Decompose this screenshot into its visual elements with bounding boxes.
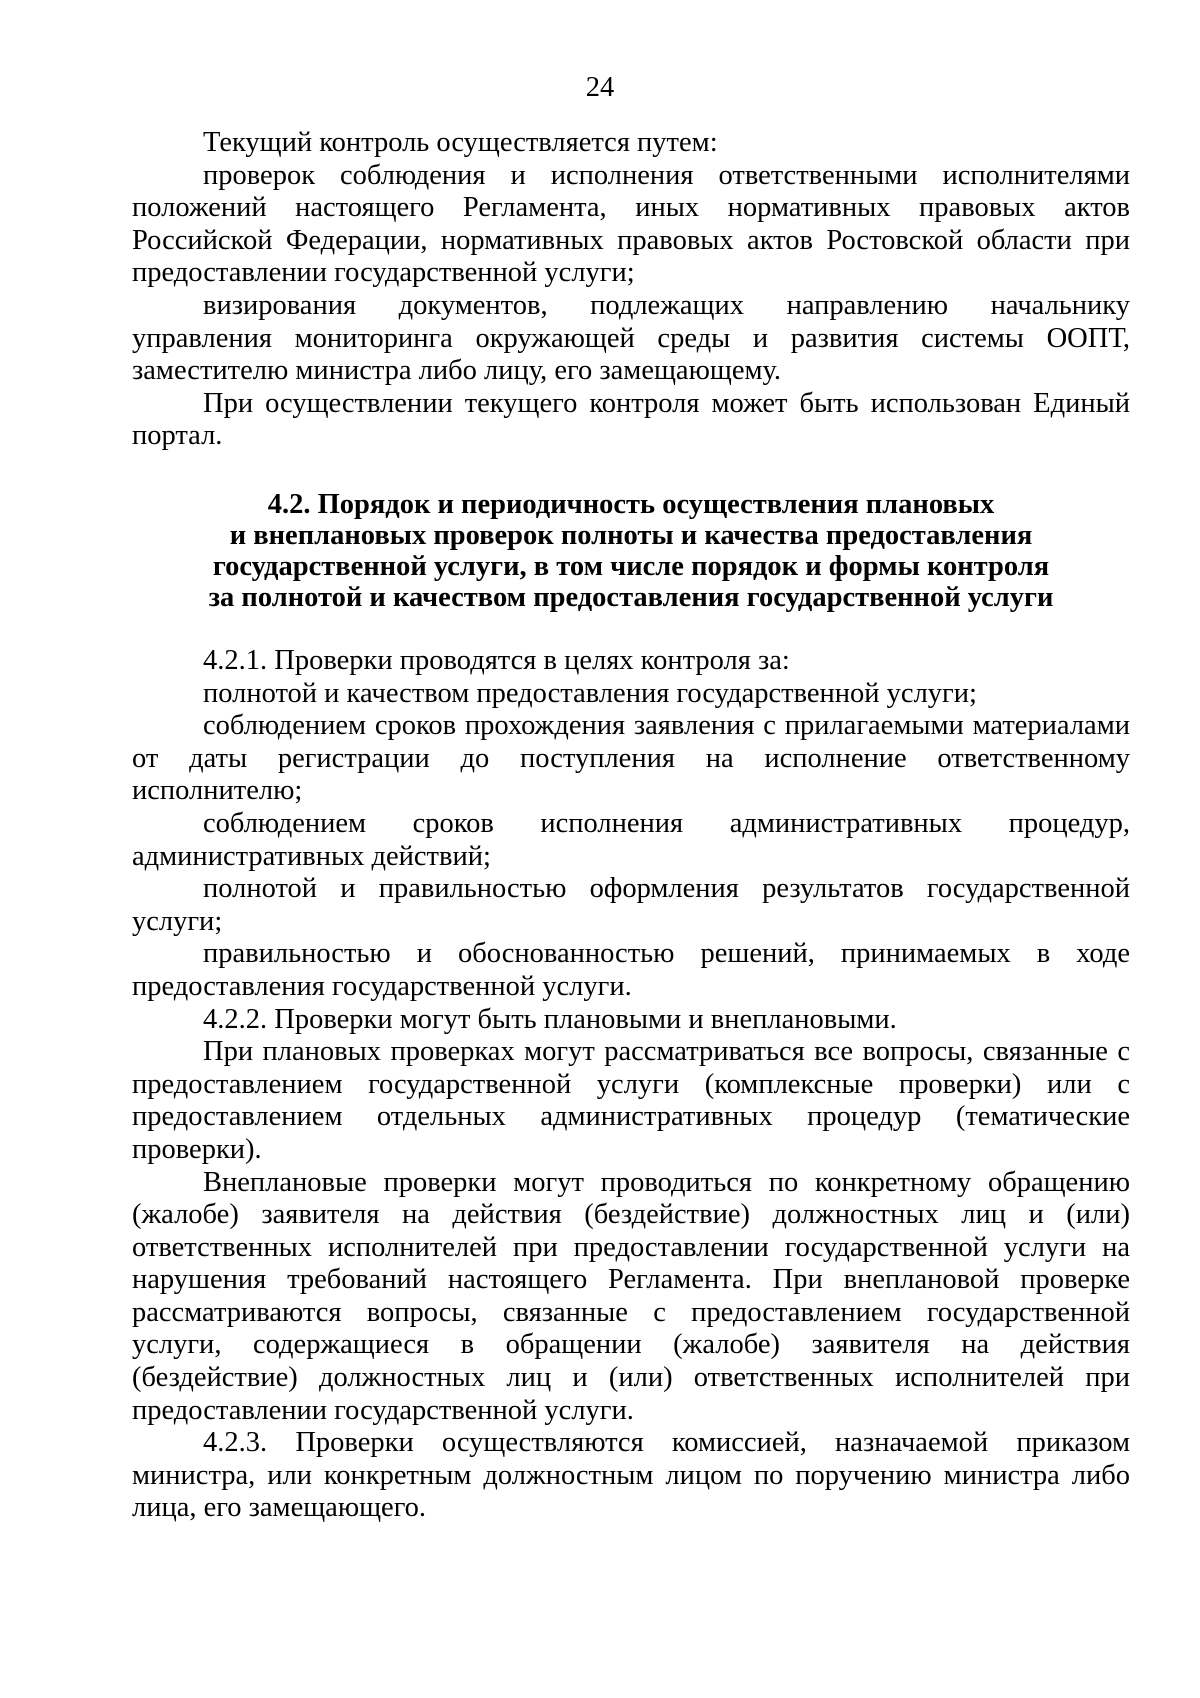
paragraph: При осуществлении текущего контроля может быть использован Единый портал.	[132, 387, 1130, 452]
paragraph: При плановых проверках могут рассматриваться все вопросы, связанные с предоставлением государственной услуги (комплексные проверки) или с предоставлением отдельных административных процедур (тематические проверки).	[132, 1036, 1130, 1165]
paragraph: полнотой и качеством предоставления государственной услуги;	[203, 677, 977, 709]
paragraph: соблюдением сроков исполнения административных процедур, административных действий;	[132, 807, 1130, 872]
section-heading	[132, 489, 1130, 613]
section-heading-line: государственной услуги, в том числе порядок и формы контроля	[212, 551, 1050, 582]
section-body	[132, 645, 1130, 1525]
paragraph: 4.2.3. Проверки осуществляются комиссией, назначаемой приказом министра, или конкретным должностным лицом по поручению министра либо лица, его замещающего.	[132, 1427, 1130, 1524]
paragraph: визирования документов, подлежащих направлению начальнику управления мониторинга окружающей среды и развития системы ООПТ, заместителю министра либо лицу, его замещающему.	[132, 289, 1130, 387]
paragraph: полнотой и правильностью оформления результатов государственной услуги;	[132, 873, 1130, 937]
paragraph: соблюдением сроков прохождения заявления с прилагаемыми материалами от даты регистрации до поступления на исполнение ответственному исполнителю;	[132, 710, 1130, 807]
intro-text	[132, 127, 1130, 453]
paragraph: 4.2.2. Проверки могут быть плановыми и внеплановыми.	[203, 1003, 897, 1035]
section-heading-line: и внеплановых проверок полноты и качества предоставления	[229, 520, 1033, 551]
paragraph: проверок соблюдения и исполнения ответственными исполнителями положений настоящего Регламента, иных нормативных правовых актов Российской Федерации, нормативных правовых актов Ростовской области при предоставлении государственной услуги;	[132, 159, 1130, 289]
section-heading-line: 4.2. Порядок и периодичность осуществления плановых	[267, 489, 995, 520]
paragraph: 4.2.1. Проверки проводятся в целях контроля за:	[203, 645, 790, 676]
page-number: 24	[585, 72, 615, 103]
paragraph: правильностью и обоснованностью решений, принимаемых в ходе предоставления государственной услуги.	[132, 938, 1130, 1002]
section-heading-line: за полнотой и качеством предоставления государственной услуги	[208, 582, 1054, 613]
paragraph: Текущий контроль осуществляется путем:	[203, 127, 718, 158]
paragraph: Внеплановые проверки могут проводиться по конкретному обращению (жалобе) заявителя на действия (бездействие) должностных лиц и (или) ответственных исполнителей при предоставлении государственной услуги на нарушения требований настоящего Регламента. При внеплановой проверке рассматриваются вопросы, связанные с предоставлением государственной услуги, содержащиеся в обращении (жалобе) заявителя на действия (бездействие) должностных лиц и (или) ответственных исполнителей при предоставлении государственной услуги.	[132, 1166, 1130, 1426]
